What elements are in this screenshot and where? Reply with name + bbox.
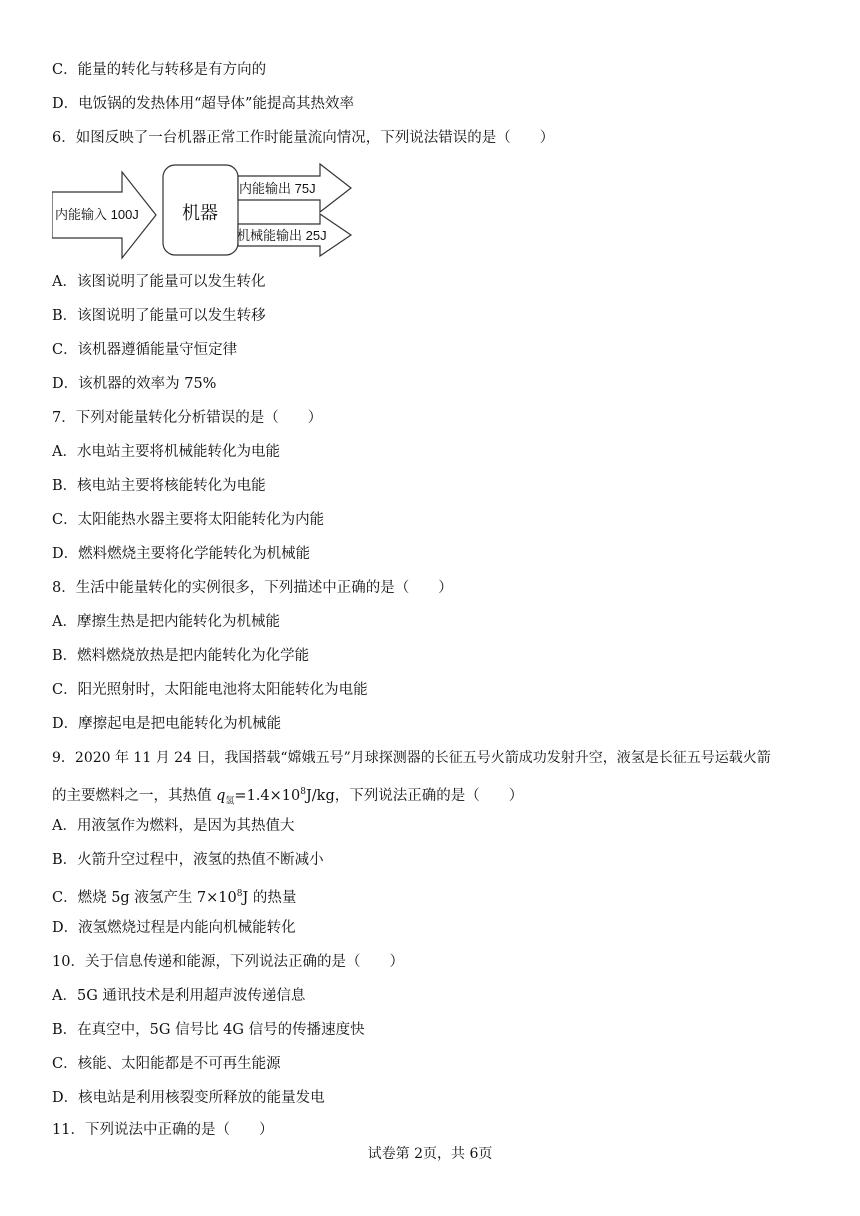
q9-stem-line1: 9．2020 年 11 月 24 日，我国搭载“嫦娥五号”月球探测器的长征五号火箭成功发射升空，液氢是长征五号运载火箭 <box>52 750 771 766</box>
q9-stem-text-c: J/kg，下列说法正确的是（ ） <box>305 787 524 804</box>
q9-option-c-text-b: J 的热量 <box>242 889 297 906</box>
q7-stem: 7．下列对能量转化分析错误的是（ ） <box>52 410 323 426</box>
q6-stem: 6．如图反映了一台机器正常工作时能量流向情况，下列说法错误的是（ ） <box>52 130 555 146</box>
q10-stem: 10．关于信息传递和能源，下列说法正确的是（ ） <box>52 954 404 970</box>
q11-stem: 11．下列说法中正确的是（ ） <box>52 1122 274 1138</box>
q8-option-b: B．燃料燃烧放热是把内能转化为化学能 <box>52 648 310 664</box>
q8-stem: 8．生活中能量转化的实例很多，下列描述中正确的是（ ） <box>52 580 453 596</box>
q9-option-b: B．火箭升空过程中，液氢的热值不断减小 <box>52 852 324 868</box>
output2-label: 机械能输出 25J <box>237 228 327 243</box>
q6-option-d: D．该机器的效率为 75% <box>52 376 217 392</box>
page-footer: 试卷第 2页，共 6页 <box>367 1146 493 1162</box>
q7-option-b: B．核电站主要将核能转化为电能 <box>52 478 266 494</box>
q8-option-c: C．阳光照射时，太阳能电池将太阳能转化为电能 <box>52 682 368 698</box>
input-label: 内能输入 100J <box>55 207 139 222</box>
q9-option-d: D．液氢燃烧过程是内能向机械能转化 <box>52 920 296 936</box>
q10-option-d: D．核电站是利用核裂变所释放的能量发电 <box>52 1090 325 1106</box>
q10-option-b: B．在真空中，5G 信号比 4G 信号的传播速度快 <box>52 1022 365 1038</box>
q9-option-a: A．用液氢作为燃料，是因为其热值大 <box>52 818 295 834</box>
exponent: 8 <box>236 889 243 899</box>
q5-option-d: D．电饭锅的发热体用“超导体”能提高其热效率 <box>52 96 354 112</box>
q7-option-a: A．水电站主要将机械能转化为电能 <box>52 444 280 460</box>
q6-option-a: A．该图说明了能量可以发生转化 <box>52 274 266 290</box>
q6-option-c: C．该机器遵循能量守恒定律 <box>52 342 238 358</box>
machine-label: 机器 <box>182 203 218 223</box>
q-symbol: q <box>216 787 226 804</box>
q6-option-b: B．该图说明了能量可以发生转移 <box>52 308 266 324</box>
exponent: 8 <box>300 787 306 797</box>
q8-option-a: A．摩擦生热是把内能转化为机械能 <box>52 614 280 630</box>
q9-option-c <box>52 884 296 908</box>
q9-option-c-text-a: C．燃烧 5g 液氢产生 7×10 <box>52 889 237 906</box>
q7-option-c: C．太阳能热水器主要将太阳能转化为内能 <box>52 512 325 528</box>
q9-stem-text-b: =1.4×10 <box>234 787 301 804</box>
q8-option-d: D．摩擦起电是把电能转化为机械能 <box>52 716 282 732</box>
q10-option-a: A．5G 通讯技术是利用超声波传递信息 <box>52 988 306 1004</box>
q5-option-c: C．能量的转化与转移是有方向的 <box>52 62 267 78</box>
q9-stem-line2 <box>52 782 523 812</box>
q9-stem-text-a: 的主要燃料之一，其热值 <box>52 787 217 804</box>
q10-option-c: C．核能、太阳能都是不可再生能源 <box>52 1056 281 1072</box>
output1-label: 内能输出 75J <box>239 181 316 196</box>
q7-option-d: D．燃料燃烧主要将化学能转化为机械能 <box>52 546 311 562</box>
q-subscript: 氢 <box>225 796 235 807</box>
energy-flow-diagram <box>52 160 372 260</box>
